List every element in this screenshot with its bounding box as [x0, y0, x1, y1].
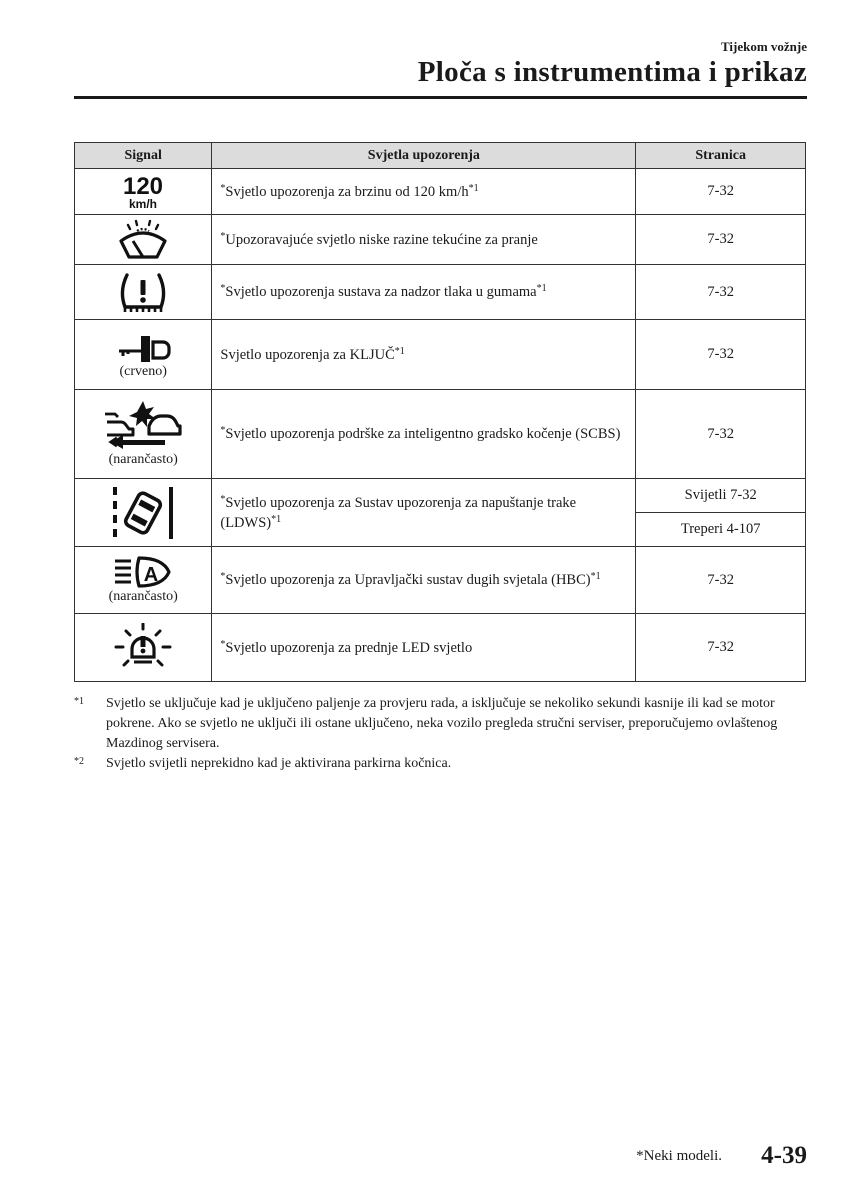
description-cell [212, 614, 636, 682]
footnote-ref: *1 [394, 345, 405, 357]
footnote-text: Svjetlo svijetli neprekidno kad je aktivirana parkirna kočnica. [106, 756, 452, 771]
speed-unit-text: km/h [129, 196, 158, 211]
footnote-mark: *2 [74, 756, 84, 767]
description-text: Svjetlo upozorenja podrške za inteligentno gradsko kočenje (SCBS) [225, 426, 621, 442]
description-cell [212, 479, 636, 547]
page-cell: 7-32 [636, 265, 806, 320]
asterisk-mark: * [220, 425, 226, 436]
speed-120-kmh-icon [113, 172, 173, 212]
footnote-ref: *1 [271, 513, 282, 525]
signal-cell [75, 215, 212, 265]
signal-cell [75, 265, 212, 320]
asterisk-mark: * [220, 571, 226, 582]
table-header-row [75, 143, 806, 169]
table-row [75, 547, 806, 614]
speed-value-text: 120 [123, 172, 164, 200]
hbc-icon [113, 555, 173, 589]
footnote-1 [74, 694, 806, 754]
signal-cell [75, 614, 212, 682]
table-row [75, 169, 806, 215]
description-cell [212, 390, 636, 479]
page-cell: 7-32 [636, 390, 806, 479]
warning-lights-table [74, 142, 806, 682]
description-text: Svjetlo upozorenja sustava za nadzor tlaka u gumama [225, 284, 537, 300]
description-text: Svjetlo upozorenja za KLJUČ [220, 346, 395, 363]
asterisk-mark: * [220, 638, 226, 650]
page-cell: 7-32 [636, 547, 806, 614]
tire-pressure-icon [113, 269, 173, 315]
asterisk-mark: * [220, 283, 226, 294]
washer-fluid-icon [113, 219, 173, 261]
led-headlight-icon [112, 623, 174, 673]
signal-cell [75, 479, 212, 547]
title-rule [74, 96, 807, 99]
footnote-ref: *1 [468, 182, 479, 194]
page-title: Ploča s instrumentima i prikaz [417, 56, 807, 88]
description-text: Svjetlo upozorenja za brzinu od 120 km/h [225, 183, 469, 200]
column-header-signal: Signal [75, 143, 212, 169]
footnote-ref: *1 [590, 571, 601, 582]
page-number: 4-39 [761, 1142, 807, 1169]
column-header-page: Stranica [636, 143, 806, 169]
table-row [75, 320, 806, 390]
asterisk-mark: * [220, 493, 226, 505]
description-cell [212, 169, 636, 215]
description-text: Upozoravajuće svjetlo niske razine tekućine za pranje [225, 231, 538, 248]
description-cell [212, 265, 636, 320]
footnote-ref: *1 [536, 283, 547, 294]
ldws-icon [111, 485, 175, 541]
description-text: Svjetlo upozorenja za prednje LED svjetlo [225, 639, 473, 656]
description-cell [212, 320, 636, 390]
signal-cell [75, 390, 212, 479]
page-cell-steady: Svijetli 7-32 [636, 479, 806, 513]
signal-color-caption: (crveno) [119, 363, 167, 379]
page-cell: 7-32 [636, 215, 806, 265]
signal-cell [75, 320, 212, 390]
page-cell: 7-32 [636, 320, 806, 390]
table-row [75, 265, 806, 320]
signal-cell [75, 547, 212, 614]
table-row [75, 479, 806, 513]
page-cell: 7-32 [636, 169, 806, 215]
scbs-icon [103, 400, 183, 452]
description-text: Svjetlo upozorenja za Sustav upozorenja za napuštanje trake (LDWS) [220, 494, 577, 531]
signal-cell [75, 169, 212, 215]
table-row [75, 215, 806, 265]
signal-color-caption: (narančasto) [108, 589, 178, 604]
asterisk-mark: * [220, 230, 226, 242]
footnote-2 [74, 754, 806, 774]
footnotes [74, 694, 806, 774]
hbc-letter-text: A [143, 564, 159, 586]
footnote-mark: *1 [74, 696, 84, 707]
description-text: Svjetlo upozorenja za Upravljački sustav dugih svjetala (HBC) [225, 572, 591, 588]
footnote-text: Svjetlo se uključuje kad je uključeno paljenje za provjeru rada, a isključuje se nekoliko sekundi kasnije ili kad se motor pokrene. Ako se svjetlo ne uključi ili ostane uključeno, neka vozilo pregleda stručni serviser, preporučujemo ovlaštenog Mazdinog servisera. [106, 696, 778, 751]
description-cell [212, 215, 636, 265]
page-cell-flashing: Treperi 4-107 [636, 513, 806, 547]
section-label: Tijekom vožnje [720, 39, 807, 54]
table-row [75, 390, 806, 479]
asterisk-mark: * [220, 182, 226, 194]
page-cell: 7-32 [636, 614, 806, 682]
column-header-warning-lights: Svjetla upozorenja [212, 143, 636, 169]
table-row [75, 614, 806, 682]
signal-color-caption: (narančasto) [108, 452, 178, 467]
description-cell [212, 547, 636, 614]
key-icon [113, 330, 173, 364]
footer-note: *Neki modeli. [636, 1148, 722, 1164]
